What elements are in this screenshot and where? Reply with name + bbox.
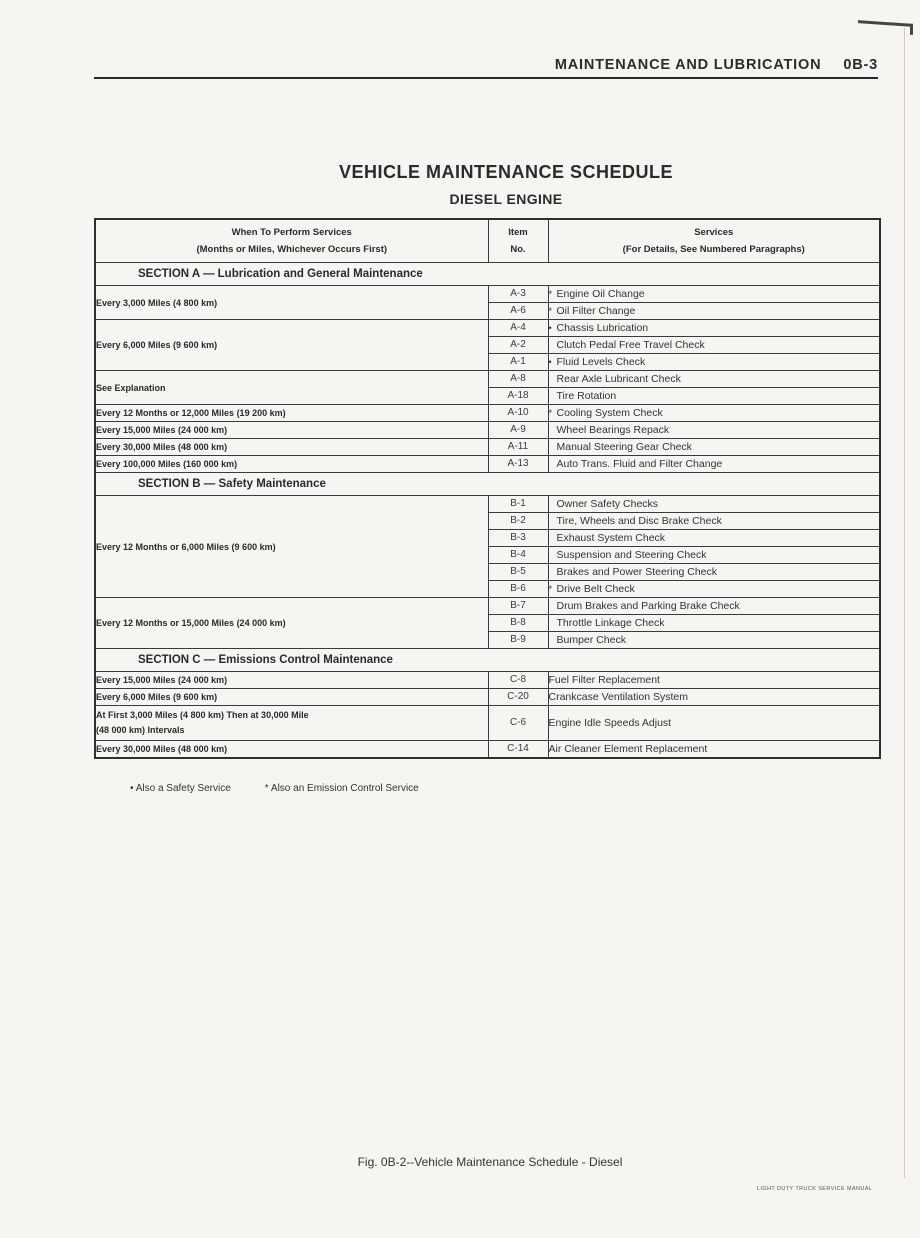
service-name: Clutch Pedal Free Travel Check bbox=[556, 339, 705, 351]
interval-cell: Every 12 Months or 6,000 Miles (9 600 km) bbox=[95, 496, 488, 598]
table-row bbox=[95, 672, 880, 689]
interval-cell: Every 15,000 Miles (24 000 km) bbox=[95, 422, 488, 439]
item-number: A-13 bbox=[488, 456, 548, 473]
interval-cell: Every 15,000 Miles (24 000 km) bbox=[95, 672, 488, 689]
section-b-heading: SECTION B — Safety Maintenance bbox=[95, 473, 880, 496]
service-cell bbox=[548, 598, 880, 615]
item-number: B-5 bbox=[488, 564, 548, 581]
footer-manual-title: LIGHT DUTY TRUCK SERVICE MANUAL bbox=[757, 1186, 873, 1192]
service-name: Engine Oil Change bbox=[556, 288, 645, 300]
section-c-heading: SECTION C — Emissions Control Maintenance bbox=[95, 649, 880, 672]
interval-cell: Every 12 Months or 12,000 Miles (19 200 km) bbox=[95, 405, 488, 422]
service-name: Drive Belt Check bbox=[556, 583, 635, 595]
item-number: A-6 bbox=[488, 303, 548, 320]
item-number: A-18 bbox=[488, 388, 548, 405]
service-name: Throttle Linkage Check bbox=[556, 617, 665, 629]
item-number: A-9 bbox=[488, 422, 548, 439]
interval-cell: Every 30,000 Miles (48 000 km) bbox=[95, 439, 488, 456]
service-mark: • bbox=[548, 323, 552, 333]
header-page-number: 0B-3 bbox=[843, 57, 878, 73]
table-row bbox=[95, 456, 880, 473]
service-cell bbox=[548, 388, 880, 405]
maintenance-schedule-table bbox=[94, 218, 881, 759]
table-row bbox=[95, 422, 880, 439]
table-row bbox=[95, 598, 880, 615]
service-name: Oil Filter Change bbox=[556, 305, 636, 317]
item-number: A-1 bbox=[488, 354, 548, 371]
service-name: Wheel Bearings Repack bbox=[556, 424, 670, 436]
service-cell bbox=[548, 439, 880, 456]
service-name: Chassis Lubrication bbox=[556, 322, 649, 334]
service-cell bbox=[548, 564, 880, 581]
footnote-safety: • Also a Safety Service bbox=[130, 783, 231, 794]
item-number: C-14 bbox=[488, 741, 548, 759]
service-mark: * bbox=[548, 289, 553, 299]
service-name: Fluid Levels Check bbox=[556, 356, 646, 368]
service-name: Exhaust System Check bbox=[556, 532, 666, 544]
service-name: Crankcase Ventilation System bbox=[548, 689, 880, 706]
header-rule bbox=[94, 77, 878, 79]
service-name: Auto Trans. Fluid and Filter Change bbox=[556, 458, 723, 470]
interval-cell: Every 3,000 Miles (4 800 km) bbox=[95, 286, 488, 320]
service-name: Owner Safety Checks bbox=[556, 498, 659, 510]
table-row bbox=[95, 496, 880, 513]
service-cell bbox=[548, 547, 880, 564]
service-name: Tire Rotation bbox=[556, 390, 617, 402]
interval-cell: See Explanation bbox=[95, 371, 488, 405]
interval-cell: Every 30,000 Miles (48 000 km) bbox=[95, 741, 488, 759]
interval-cell: Every 12 Months or 15,000 Miles (24 000 km) bbox=[95, 598, 488, 649]
header-item-no: Item No. bbox=[488, 219, 548, 263]
service-cell bbox=[548, 496, 880, 513]
service-name: Suspension and Steering Check bbox=[556, 549, 707, 561]
item-number: B-3 bbox=[488, 530, 548, 547]
interval-cell: Every 6,000 Miles (9 600 km) bbox=[95, 689, 488, 706]
header-services: Services (For Details, See Numbered Paragraphs) bbox=[548, 219, 880, 263]
service-mark: * bbox=[548, 584, 553, 594]
service-cell bbox=[548, 530, 880, 547]
service-name: Tire, Wheels and Disc Brake Check bbox=[556, 515, 722, 527]
service-cell bbox=[548, 354, 880, 371]
service-mark: • bbox=[548, 357, 552, 367]
service-cell bbox=[548, 371, 880, 388]
footnote-emission: * Also an Emission Control Service bbox=[264, 783, 419, 794]
page-title: VEHICLE MAINTENANCE SCHEDULE bbox=[338, 162, 674, 182]
item-number: A-2 bbox=[488, 337, 548, 354]
table-row bbox=[95, 286, 880, 303]
service-mark: * bbox=[548, 408, 553, 418]
service-cell bbox=[548, 320, 880, 337]
service-cell bbox=[548, 303, 880, 320]
table-header-row bbox=[95, 219, 880, 263]
table-row bbox=[95, 320, 880, 337]
service-name: Bumper Check bbox=[556, 634, 626, 646]
figure-caption: Fig. 0B-2--Vehicle Maintenance Schedule - Diesel bbox=[357, 1155, 623, 1169]
interval-cell: Every 100,000 Miles (160 000 km) bbox=[95, 456, 488, 473]
table-row bbox=[95, 689, 880, 706]
service-cell bbox=[548, 513, 880, 530]
item-number: A-8 bbox=[488, 371, 548, 388]
item-number: C-6 bbox=[488, 706, 548, 741]
service-name: Brakes and Power Steering Check bbox=[556, 566, 717, 578]
item-number: A-10 bbox=[488, 405, 548, 422]
item-number: B-9 bbox=[488, 632, 548, 649]
table-row bbox=[95, 405, 880, 422]
item-number: A-4 bbox=[488, 320, 548, 337]
service-name: Manual Steering Gear Check bbox=[556, 441, 692, 453]
service-cell bbox=[548, 337, 880, 354]
item-number: B-7 bbox=[488, 598, 548, 615]
table-row bbox=[95, 371, 880, 388]
interval-line: (48 000 km) Intervals bbox=[96, 725, 185, 735]
service-mark: * bbox=[548, 306, 553, 316]
service-name: Cooling System Check bbox=[556, 407, 663, 419]
footnotes bbox=[130, 783, 419, 794]
item-number: B-2 bbox=[488, 513, 548, 530]
service-name: Air Cleaner Element Replacement bbox=[548, 741, 880, 759]
service-name: Rear Axle Lubricant Check bbox=[556, 373, 681, 385]
running-header bbox=[94, 55, 878, 75]
table-row bbox=[95, 439, 880, 456]
header-when: When To Perform Services (Months or Miles, Whichever Occurs First) bbox=[95, 219, 488, 263]
service-name: Drum Brakes and Parking Brake Check bbox=[556, 600, 740, 612]
service-cell bbox=[548, 422, 880, 439]
service-name: Fuel Filter Replacement bbox=[548, 672, 880, 689]
item-number: C-20 bbox=[488, 689, 548, 706]
item-number: B-6 bbox=[488, 581, 548, 598]
item-number: B-8 bbox=[488, 615, 548, 632]
header-section-title: MAINTENANCE AND LUBRICATION bbox=[554, 57, 822, 73]
item-number: A-3 bbox=[488, 286, 548, 303]
section-a-heading: SECTION A — Lubrication and General Maintenance bbox=[95, 263, 880, 286]
interval-line: At First 3,000 Miles (4 800 km) Then at 30,000 Mile bbox=[96, 710, 309, 720]
service-cell bbox=[548, 615, 880, 632]
service-cell bbox=[548, 632, 880, 649]
table-row bbox=[95, 706, 880, 741]
service-cell bbox=[548, 405, 880, 422]
interval-cell: Every 6,000 Miles (9 600 km) bbox=[95, 320, 488, 371]
service-cell bbox=[548, 286, 880, 303]
item-number: C-8 bbox=[488, 672, 548, 689]
service-cell bbox=[548, 456, 880, 473]
item-number: A-11 bbox=[488, 439, 548, 456]
item-number: B-4 bbox=[488, 547, 548, 564]
page-subtitle: DIESEL ENGINE bbox=[449, 191, 563, 207]
item-number: B-1 bbox=[488, 496, 548, 513]
service-name: Engine Idle Speeds Adjust bbox=[548, 706, 880, 741]
service-cell bbox=[548, 581, 880, 598]
interval-cell bbox=[95, 706, 488, 741]
table-row bbox=[95, 741, 880, 759]
